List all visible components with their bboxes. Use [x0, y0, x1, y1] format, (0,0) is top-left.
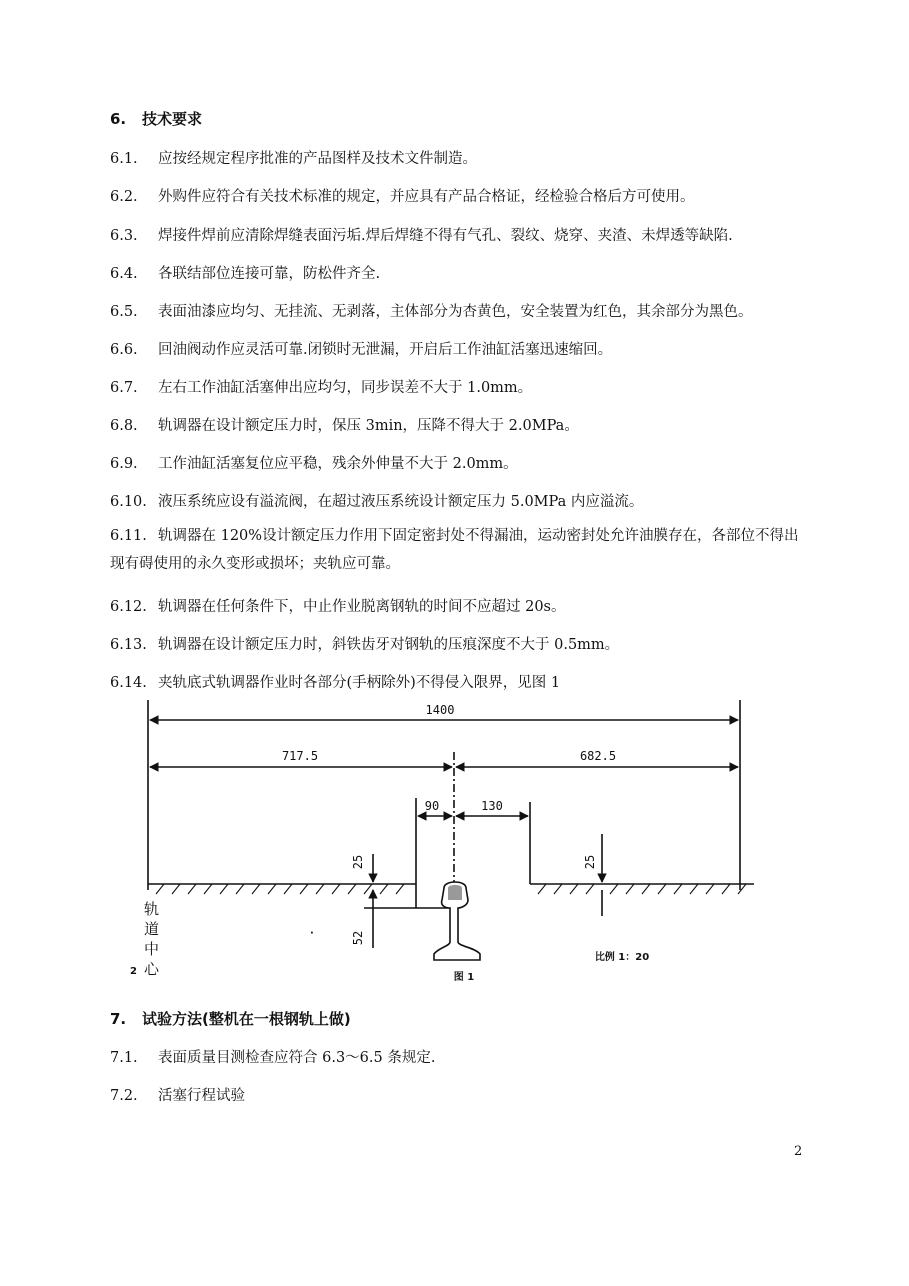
clause-text: 轨调器在设计额定压力时，斜铁齿牙对钢轨的压痕深度不大于 0.5mm。 — [158, 637, 620, 653]
clause-6-1 — [110, 147, 477, 168]
clause-number: 7.1. — [110, 1050, 138, 1066]
rail-profile-icon — [434, 882, 480, 960]
clause-6-12 — [110, 595, 566, 616]
clause-text: 应按经规定程序批准的产品图样及技术文件制造。 — [158, 151, 477, 167]
section-7-heading — [110, 1008, 351, 1029]
clause-text: 轨调器在 120%设计额定压力作用下固定密封处不得漏油，运动密封处允许油膜存在，各部位不得出现有碍使用的永久变形或损坏；夹轨应可靠。 — [110, 528, 799, 572]
clause-number: 6.14. — [110, 675, 147, 691]
clause-number: 6.3. — [110, 228, 138, 244]
clause-6-11 — [110, 522, 800, 578]
clause-number: 6.2. — [110, 189, 138, 205]
clause-text: 表面质量目测检查应符合 6.3～6.5 条规定. — [158, 1050, 436, 1066]
section-number: 6. — [110, 110, 127, 128]
clause-number: 6.12. — [110, 599, 147, 615]
clause-text: 各联结部位连接可靠，防松件齐全. — [158, 266, 381, 282]
dim-height-left-label: 25 — [351, 854, 365, 870]
dim-right-label: 682.5 — [579, 749, 617, 763]
clause-7-1 — [110, 1046, 435, 1067]
dim-depth-label: 52 — [351, 930, 365, 946]
clause-6-7 — [110, 376, 532, 397]
clause-text: 轨调器在设计额定压力时，保压 3min，压降不得大于 2.0MPa。 — [158, 418, 579, 434]
section-6-heading — [110, 108, 202, 129]
track-center-char-4: 心 — [144, 960, 160, 978]
track-center-char-3: 中 — [144, 940, 160, 958]
section-title: 技术要求 — [142, 110, 203, 128]
clause-6-4 — [110, 262, 380, 283]
clause-6-6 — [110, 338, 612, 359]
margin-mark: 2 — [130, 966, 137, 977]
clause-7-2 — [110, 1084, 245, 1105]
figure-scale: 比例 1：20 — [594, 952, 650, 963]
clause-6-14 — [110, 671, 560, 692]
clause-text: 工作油缸活塞复位应平稳，残余外伸量不大于 2.0mm。 — [158, 456, 518, 472]
clause-6-5 — [110, 300, 753, 321]
dim-inner-right-label: 130 — [481, 799, 503, 813]
clause-6-13 — [110, 633, 619, 654]
dot-mark: · — [310, 928, 314, 939]
clause-number: 6.1. — [110, 151, 138, 167]
clause-text: 焊接件焊前应清除焊缝表面污垢.焊后焊缝不得有气孔、裂纹、烧穿、夹渣、未焊透等缺陷. — [158, 228, 733, 244]
clause-text: 回油阀动作应灵活可靠.闭锁时无泄漏，开启后工作油缸活塞迅速缩回。 — [158, 342, 613, 358]
dim-height-right-label: 25 — [583, 854, 597, 870]
section-title: 试验方法(整机在一根钢轨上做) — [142, 1010, 351, 1028]
clause-number: 7.2. — [110, 1088, 138, 1104]
clause-number: 6.9. — [110, 456, 138, 472]
figure-caption: 图 1 — [453, 972, 475, 983]
track-center-char-2: 道 — [144, 920, 160, 938]
clause-6-2 — [110, 185, 695, 206]
clause-text: 夹轨底式轨调器作业时各部分(手柄除外)不得侵入限界，见图 1 — [158, 675, 561, 691]
section-number: 7. — [110, 1010, 127, 1028]
figure-1-clearance-diagram — [110, 694, 770, 994]
clause-text: 外购件应符合有关技术标准的规定，并应具有产品合格证，经检验合格后方可使用。 — [158, 189, 695, 205]
clause-text: 活塞行程试验 — [158, 1088, 245, 1104]
clause-number: 6.10. — [110, 494, 147, 510]
clearance-drawing — [110, 694, 770, 994]
clause-text: 表面油漆应均匀、无挂流、无剥落，主体部分为杏黄色，安全装置为红色，其余部分为黑色。 — [158, 304, 753, 320]
dim-total-label: 1400 — [425, 703, 455, 717]
clause-text: 轨调器在任何条件下，中止作业脱离钢轨的时间不应超过 20s。 — [158, 599, 566, 615]
clause-6-10 — [110, 490, 643, 511]
clause-6-9 — [110, 452, 518, 473]
clause-6-3 — [110, 224, 733, 245]
clause-text: 液压系统应设有溢流阀，在超过液压系统设计额定压力 5.0MPa 内应溢流。 — [158, 494, 644, 510]
track-center-char-1: 轨 — [144, 900, 160, 918]
clause-number: 6.5. — [110, 304, 138, 320]
clause-6-8 — [110, 414, 579, 435]
clause-number: 6.4. — [110, 266, 138, 282]
clause-number: 6.6. — [110, 342, 138, 358]
dim-inner-left-label: 90 — [424, 799, 440, 813]
page-number: 2 — [794, 1144, 803, 1159]
clause-number: 6.7. — [110, 380, 138, 396]
clause-number: 6.11. — [110, 528, 147, 544]
clause-number: 6.8. — [110, 418, 138, 434]
clause-text: 左右工作油缸活塞伸出应均匀，同步误差不大于 1.0mm。 — [158, 380, 533, 396]
clause-number: 6.13. — [110, 637, 147, 653]
dim-left-label: 717.5 — [281, 749, 319, 763]
